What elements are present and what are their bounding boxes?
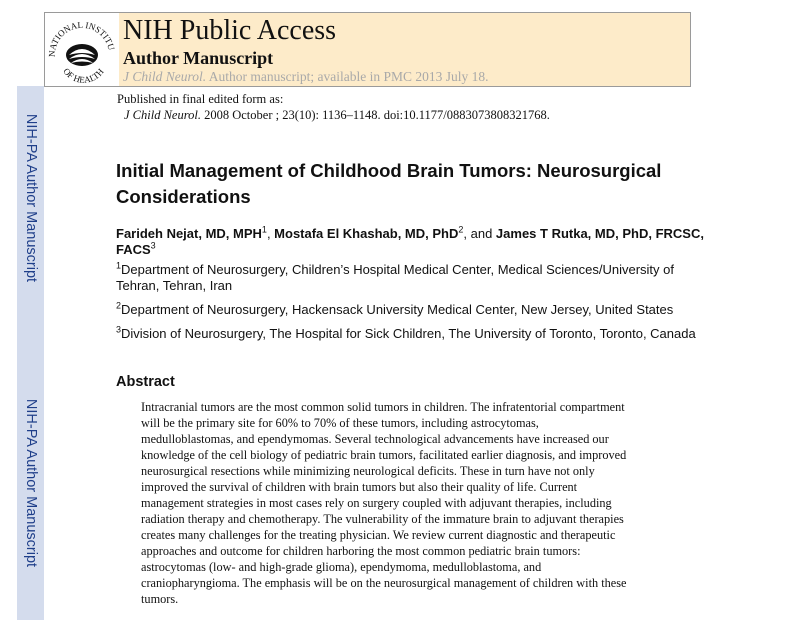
abstract-line: approaches and outcome for children harboring the most common pediatric brain tumors:	[141, 544, 581, 558]
abstract-line: craniopharyngioma. The emphasis will be on the neurosurgical management of children with these	[141, 576, 627, 590]
affiliation-sup: 3	[116, 324, 122, 335]
abstract-line: tumors.	[141, 592, 179, 606]
affiliation	[116, 326, 706, 342]
author-sup: 1	[261, 224, 267, 235]
logo-text-top: NATIONAL INSTITU	[46, 19, 117, 58]
published-label: Published in final edited form as:	[117, 92, 284, 106]
author-separator: , and	[463, 226, 496, 241]
affiliation-text: Department of Neurosurgery, Hackensack University Medical Center, New Jersey, United States	[121, 302, 674, 317]
header-title: NIH Public Access	[123, 15, 337, 46]
abstract-line: creates many challenges for the treating physician. We review current diagnostic and therapeutic	[141, 528, 616, 542]
author-name: Farideh Nejat, MD, MPH	[116, 226, 262, 241]
affiliation	[116, 302, 706, 318]
affiliation-text: Division of Neurosurgery, The Hospital for Sick Children, The University of Toronto, Toronto, Canada	[121, 326, 696, 341]
author-separator: ,	[266, 226, 275, 241]
author-list	[116, 226, 706, 258]
affiliation-sup: 1	[116, 260, 122, 271]
abstract-line: neurosurgical resections while minimizing neurological deficits. These in turn have not only	[141, 464, 595, 478]
article-title: Initial Management of Childhood Brain Tumors: Neurosurgical Considerations	[116, 160, 662, 207]
affiliation	[116, 262, 706, 294]
abstract-line: knowledge of the cell biology of pediatric brain tumors, facilitated earlier diagnosis, and improved	[141, 448, 627, 462]
side-banner-text-upper: NIH-PA Author Manuscript	[23, 113, 39, 283]
affiliation-text: Department of Neurosurgery, Children’s Hospital Medical Center, Medical Sciences/University of Tehran, Tehran, Iran	[116, 262, 674, 293]
abstract-heading: Abstract	[116, 374, 175, 390]
citation-details: 2008 October ; 23(10): 1136–1148. doi:10.1177/0883073808321768.	[200, 108, 550, 122]
author-sup: 2	[458, 224, 464, 235]
side-banner-text-lower: NIH-PA Author Manuscript	[23, 398, 39, 568]
citation-journal: J Child Neurol.	[124, 108, 201, 122]
abstract-line: radiation therapy and chemotherapy. The vulnerability of the immature brain to adjuvant therapies	[141, 512, 624, 526]
nih-header	[44, 12, 691, 87]
author-sup: 3	[150, 240, 156, 251]
svg-text:OF HEALTH	[61, 66, 106, 85]
abstract-line: management strategies in most cases rely on surgery coupled with adjuvant therapies, including	[141, 496, 612, 510]
availability-text: Author manuscript; available in PMC 2013 July 18.	[206, 69, 489, 84]
nih-seal-icon	[45, 13, 119, 86]
abstract-line: astrocytomas (low- and high-grade glioma), ependymoma, medulloblastoma, and	[141, 560, 542, 574]
author-name: Mostafa El Khashab, MD, PhD	[274, 226, 459, 241]
abstract-line: will be the primary site for 60% to 70% of these tumors, including astrocytomas,	[141, 416, 539, 430]
abstract-line: Intracranial tumors are the most common solid tumors in children. The infratentorial compartment	[141, 400, 625, 414]
availability-note	[123, 69, 488, 85]
abstract-line: medulloblastomas, and ependymomas. Several technological advancements have increased our	[141, 432, 609, 446]
abstract-line: improved the survival of children with brain tumors but also their quality of life. Current	[141, 480, 578, 494]
author-name: James T Rutka, MD, PhD, FRCSC, FACS	[116, 226, 704, 257]
logo-text-bottom: OF HEALTH	[61, 66, 106, 85]
nih-logo	[45, 13, 119, 86]
affiliation-sup: 2	[116, 300, 122, 311]
journal-abbrev: J Child Neurol.	[123, 69, 207, 84]
citation	[124, 108, 550, 123]
header-subtitle: Author Manuscript	[123, 48, 274, 68]
abstract-body	[141, 399, 679, 607]
